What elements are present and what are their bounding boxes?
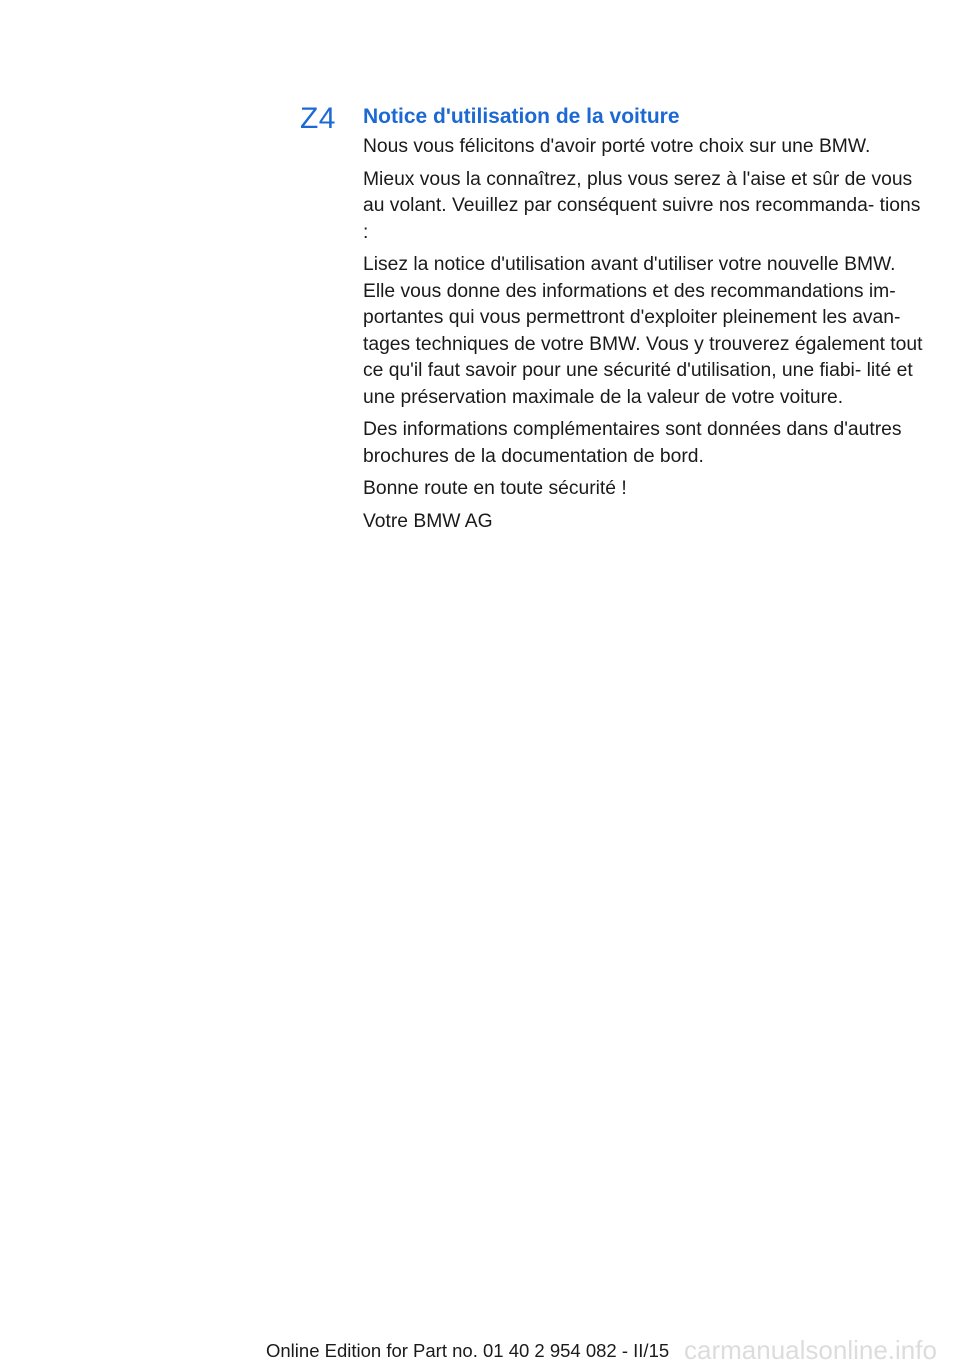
edition-note: Online Edition for Part no. 01 40 2 954 082 - II/15 xyxy=(266,1340,670,1361)
model-label: Z4 xyxy=(299,102,336,135)
watermark: carmanualsonline.info xyxy=(684,1335,937,1365)
knowledge-paragraph: Mieux vous la connaîtrez, plus vous serez à l'aise et sûr de vous au volant. Veuillez par conséquent suivre nos recommanda‐ tions : xyxy=(363,168,921,243)
additional-info-paragraph: Des informations complémentaires sont données dans d'autres brochures de la documentation de bord. xyxy=(363,419,902,467)
safe-travels-paragraph: Bonne route en toute sécurité ! xyxy=(363,478,627,499)
page-footer xyxy=(0,1335,960,1365)
signature-paragraph: Votre BMW AG xyxy=(363,510,493,532)
main-content xyxy=(363,104,929,541)
intro-paragraph: Nous vous félicitons d'avoir porté votre choix sur une BMW. xyxy=(363,136,871,157)
read-manual-paragraph: Lisez la notice d'utilisation avant d'utiliser votre nouvelle BMW. Elle vous donne des informations et des recommandations im‐ portantes qui vous permettront d'exploiter pleinement les avan‐ tages techniques de votre BMW. Vous y trouverez également tout ce qu'il faut savoir pour une sécurité d'utilisation, une fiabi‐ lité et une préservation maximale de la valeur de votre voiture. xyxy=(363,254,923,408)
page-title: Notice d'utilisation de la voiture xyxy=(363,105,680,128)
